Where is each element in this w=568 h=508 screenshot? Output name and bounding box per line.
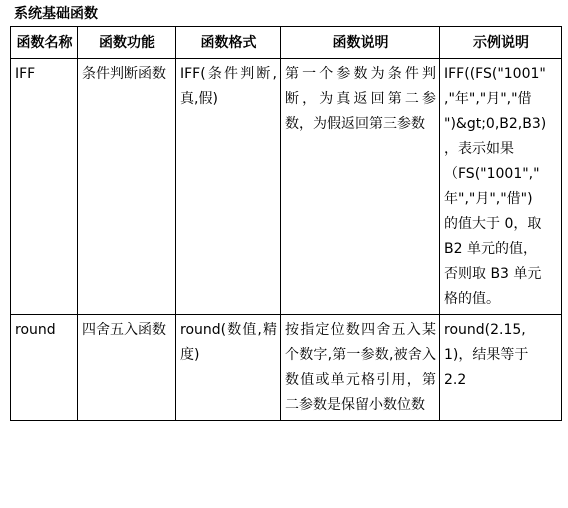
cell-example: round(2.15, 1)，结果等于 2.2 xyxy=(440,315,562,421)
header-function-format: 函数格式 xyxy=(176,27,281,59)
cell-format: round(数值,精度) xyxy=(176,315,281,421)
cell-function: 四舍五入函数 xyxy=(78,315,176,421)
document-title: 系统基础函数 xyxy=(14,6,98,22)
header-example: 示例说明 xyxy=(440,27,562,59)
table-row xyxy=(11,59,562,315)
cell-function: 条件判断函数 xyxy=(78,59,176,315)
cell-name: IFF xyxy=(11,59,78,315)
cell-example: IFF((FS("1001" ,"年","月","借 ")&gt;0,B2,B3) ，表示如果 （FS("1001"," 年","月","借") 的值大于 0，取 B2 单元的值， 否则取 B3 单元 格的值。 xyxy=(440,59,562,315)
cell-name: round xyxy=(11,315,78,421)
cell-format: IFF(条件判断,真,假) xyxy=(176,59,281,315)
function-table xyxy=(10,26,562,421)
table-header-row xyxy=(11,27,562,59)
cell-description: 按指定位数四舍五入某个数字,第一参数,被舍入数值或单元格引用，第二参数是保留小数位数 xyxy=(281,315,440,421)
header-function-name: 函数名称 xyxy=(11,27,78,59)
table-row xyxy=(11,315,562,421)
cell-description: 第一个参数为条件判断，为真返回第二参数，为假返回第三参数 xyxy=(281,59,440,315)
header-function-purpose: 函数功能 xyxy=(78,27,176,59)
header-function-description: 函数说明 xyxy=(281,27,440,59)
